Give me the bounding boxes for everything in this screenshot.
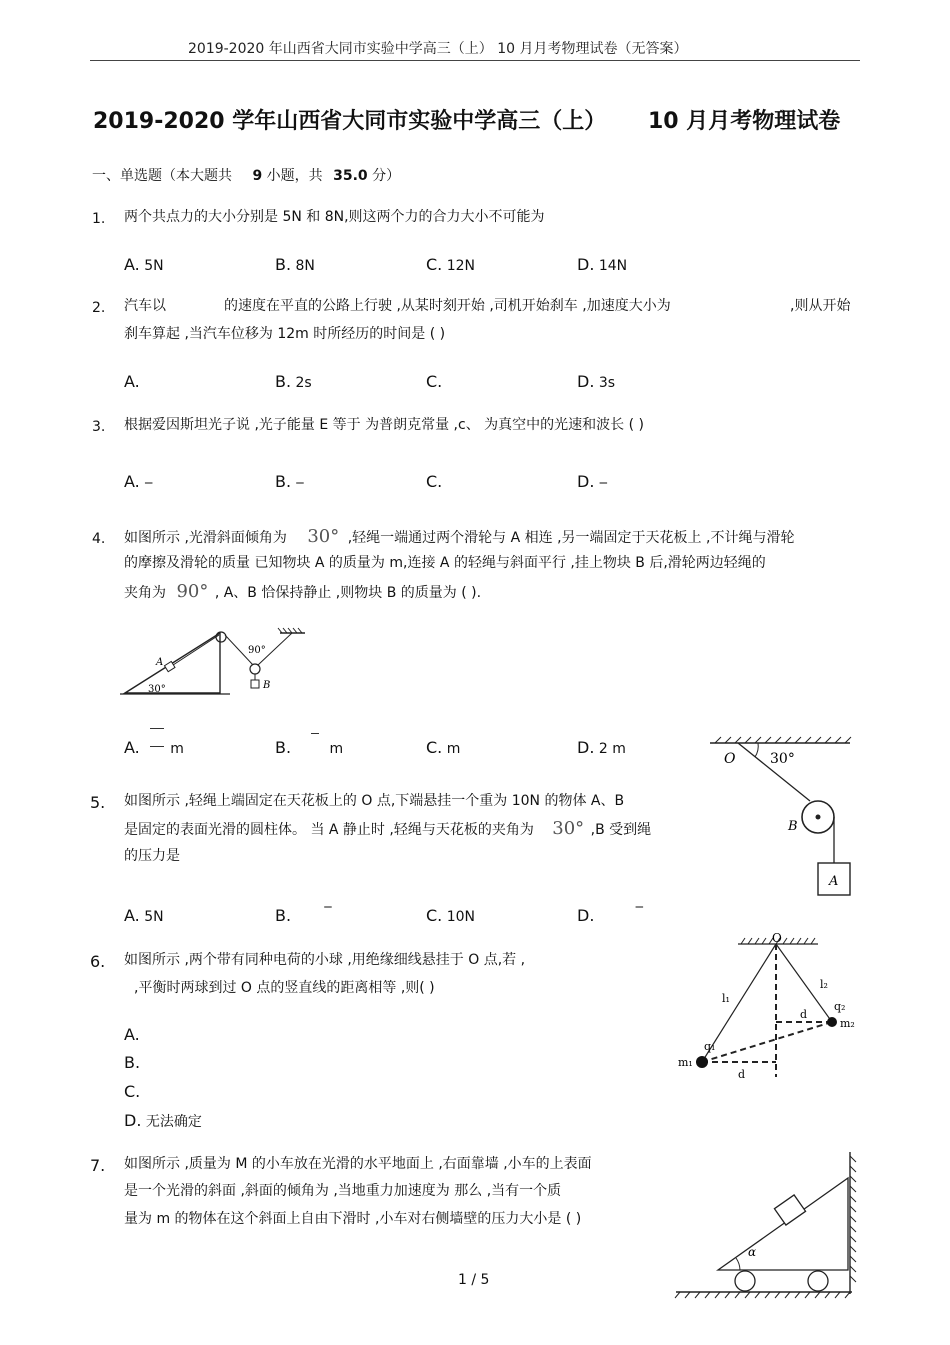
cylinder-center <box>816 815 821 820</box>
fraction-bar <box>150 728 164 729</box>
label-d-lower: d <box>738 1068 746 1081</box>
option-letter: A. <box>124 738 140 757</box>
label-d-upper: d <box>800 1008 808 1021</box>
question-text-line: 是一个光滑的斜面 ,斜面的倾角为 ,当地重力加速度为 那么 ,当有一个质 <box>124 1183 562 1199</box>
page-number: 1 / 5 <box>458 1272 490 1288</box>
charged-balls-figure <box>676 932 866 1082</box>
label-A: A <box>829 874 839 889</box>
question-text-line: 量为 m 的物体在这个斜面上自由下滑时 ,小车对右侧墙壁的压力大小是 ( ) <box>124 1211 582 1227</box>
section-count: 9 <box>252 168 263 184</box>
option-b <box>124 1053 140 1072</box>
figure-label-A: A <box>156 657 164 668</box>
section-unit: 小题，共 <box>266 168 323 184</box>
question-text-line: ,平衡时两球到过 O 点的竖直线的距离相等 ,则( ) <box>134 980 435 996</box>
option-b <box>275 472 304 491</box>
option-d <box>577 372 615 391</box>
question-text-line: 如图所示 ,轻绳上端固定在天花板上的 O 点,下端悬挂一个重为 10N 的物体 A、B <box>124 793 625 809</box>
option-letter: C. <box>426 372 443 391</box>
option-value: ‒ <box>295 475 305 491</box>
option-c <box>426 372 442 391</box>
section-points: 35.0 <box>333 168 368 184</box>
figure-label-B: B <box>263 680 271 691</box>
option-value: ‒ <box>323 899 333 915</box>
option-letter: D. <box>577 906 595 925</box>
option-d <box>577 255 627 274</box>
option-c <box>426 255 475 274</box>
question-number: 4. <box>92 531 106 547</box>
option-letter: C. <box>426 472 443 491</box>
option-b <box>275 738 343 757</box>
option-letter: C. <box>426 255 443 274</box>
option-letter: A. <box>124 1025 140 1044</box>
option-letter: B. <box>275 738 292 757</box>
label-B: B <box>788 819 798 834</box>
label-O: O <box>772 931 782 945</box>
option-a <box>124 906 164 925</box>
question-text-line: 的速度在平直的公路上行驶 ,从某时刻开始 ,司机开始刹车 ,加速度大小为 <box>224 298 671 314</box>
running-header: 2019-2020 年山西省大同市实验中学高三（上） 10 月月考物理试卷（无答案） <box>188 41 688 57</box>
option-c <box>426 906 475 925</box>
ball-m1 <box>696 1056 708 1068</box>
question-text: 两个共点力的大小分别是 5N 和 8N,则这两个力的合力大小不可能为 <box>124 209 545 225</box>
option-letter: D. <box>577 255 595 274</box>
option-value: 2s <box>295 375 312 391</box>
option-value: m <box>170 741 184 757</box>
rope-to-A <box>170 635 219 667</box>
figure-angle-90: 90° <box>248 645 266 656</box>
text-segment: 是固定的表面光滑的圆柱体。 当 A 静止时 ,轻绳与天花板的夹角为 <box>124 822 534 838</box>
label-O: O <box>724 751 736 767</box>
option-b <box>275 255 315 274</box>
page-title: 2019-2020 学年山西省大同市实验中学高三（上） <box>93 109 607 134</box>
option-value: 无法确定 <box>145 1114 202 1130</box>
option-value: 8N <box>295 258 315 274</box>
text-segment: , A、B 恰保持静止 ,则物块 B 的质量为 ( ). <box>214 585 482 601</box>
option-d <box>577 738 626 757</box>
option-b <box>275 899 333 925</box>
label-q1: q₁ <box>704 1040 716 1053</box>
section-label: 一、单选题（本大题共 <box>92 168 232 184</box>
label-m2: m₂ <box>840 1017 855 1030</box>
option-letter: C. <box>124 1082 141 1101</box>
question-text-line: 的摩擦及滑轮的质量 已知物块 A 的质量为 m,连接 A 的轻绳与斜面平行 ,挂上物块 B 后,滑轮两边轻绳的 <box>124 555 766 571</box>
option-a <box>124 1025 140 1044</box>
section-heading <box>92 165 400 185</box>
option-value: 2 m <box>598 741 626 757</box>
option-value: ‒ <box>634 899 644 915</box>
section-suffix: 分） <box>372 168 401 184</box>
text-segment: 夹角为 <box>124 585 166 601</box>
option-letter: C. <box>426 738 443 757</box>
question-text-line <box>124 578 481 607</box>
block-B <box>251 680 259 688</box>
question-number: 3. <box>92 419 106 435</box>
label-l1: l₁ <box>722 992 730 1005</box>
option-a <box>124 472 153 491</box>
fraction-bar <box>150 746 164 747</box>
question-text-line <box>124 523 794 552</box>
connecting-line <box>702 1022 832 1062</box>
label-m1: m₁ <box>678 1056 693 1069</box>
option-d <box>124 1111 202 1131</box>
option-c <box>426 472 442 491</box>
option-letter: D. <box>124 1111 142 1130</box>
question-text-line <box>124 815 651 844</box>
option-a <box>124 372 140 391</box>
pulley-cylinder-figure <box>700 735 860 905</box>
angle-arc <box>755 743 758 757</box>
label-q2: q₂ <box>834 1000 846 1013</box>
option-value: m <box>329 741 344 757</box>
option-value: 10N <box>446 909 476 925</box>
figure-angle-label: 30° <box>148 684 166 695</box>
wheel-right <box>808 1271 828 1291</box>
label-l2: l₂ <box>820 978 828 991</box>
page-title-right: 10 月月考物理试卷 <box>648 109 841 134</box>
option-d <box>577 899 644 925</box>
pulley-1 <box>216 632 226 642</box>
option-letter: B. <box>275 906 292 925</box>
question-number: 6. <box>90 952 106 971</box>
question-text-line: 如图所示 ,质量为 M 的小车放在光滑的水平地面上 ,右面靠墙 ,小车的上表面 <box>124 1156 592 1172</box>
option-d <box>577 472 608 491</box>
question-number: 5. <box>90 793 106 812</box>
option-value: m <box>446 741 461 757</box>
option-a <box>124 255 164 274</box>
option-b <box>275 372 312 391</box>
option-c <box>426 738 460 757</box>
fraction-bar <box>311 733 319 734</box>
ceiling-hatch <box>715 737 851 743</box>
question-text-line: 如图所示 ,两个带有同种电荷的小球 ,用绝缘细线悬挂于 O 点,若 , <box>124 952 526 968</box>
question-text-line: 的压力是 <box>124 848 180 864</box>
option-letter: A. <box>124 906 140 925</box>
cart-incline-figure <box>672 1148 867 1298</box>
option-c <box>124 1082 140 1101</box>
option-value: 3s <box>598 375 616 391</box>
ceiling-hatch <box>278 628 302 633</box>
text-segment: ,轻绳一端通过两个滑轮与 A 相连 ,另一端固定于天花板上 ,不计绳与滑轮 <box>347 530 795 546</box>
option-value: ‒ <box>144 475 154 491</box>
question-text: 根据爱因斯坦光子说 ,光子能量 E 等于 为普朗克常量 ,c、 为真空中的光速和波长 ( ) <box>124 417 644 433</box>
cart-body <box>718 1178 848 1270</box>
angle-30: 30° <box>307 526 340 547</box>
option-letter: C. <box>426 906 443 925</box>
label-angle: 30° <box>770 751 795 767</box>
option-letter: B. <box>275 255 292 274</box>
option-letter: B. <box>275 472 292 491</box>
text-segment: ,B 受到绳 <box>590 822 652 838</box>
question-number: 2. <box>92 300 106 316</box>
wall-hatch <box>850 1156 856 1282</box>
option-value: 12N <box>446 258 476 274</box>
option-letter: D. <box>577 738 595 757</box>
ball-m2 <box>827 1017 837 1027</box>
option-value: 14N <box>598 258 628 274</box>
option-letter: B. <box>124 1053 141 1072</box>
header-rule <box>90 60 860 61</box>
question-text-line: 汽车以 <box>124 298 166 314</box>
question-text-line: 刹车算起 ,当汽车位移为 12m 时所经历的时间是 ( ) <box>124 326 446 342</box>
angle-30: 30° <box>552 818 585 839</box>
question-number: 7. <box>90 1156 106 1175</box>
label-alpha: α <box>748 1245 757 1259</box>
option-letter: A. <box>124 255 140 274</box>
question-number: 1. <box>92 211 106 227</box>
wheel-left <box>735 1271 755 1291</box>
option-value: ‒ <box>598 475 608 491</box>
question-text-line: ,则从开始 <box>790 298 851 314</box>
option-letter: D. <box>577 372 595 391</box>
option-letter: A. <box>124 372 140 391</box>
incline-pulley-figure <box>120 625 310 700</box>
option-value: 5N <box>144 258 164 274</box>
angle-90: 90° <box>176 581 209 602</box>
option-letter: D. <box>577 472 595 491</box>
text-segment: 如图所示 ,光滑斜面倾角为 <box>124 530 287 546</box>
ground-hatch <box>675 1292 850 1298</box>
option-a <box>124 738 184 757</box>
option-value: 5N <box>144 909 164 925</box>
option-letter: B. <box>275 372 292 391</box>
option-letter: A. <box>124 472 140 491</box>
pulley-2 <box>250 664 260 674</box>
